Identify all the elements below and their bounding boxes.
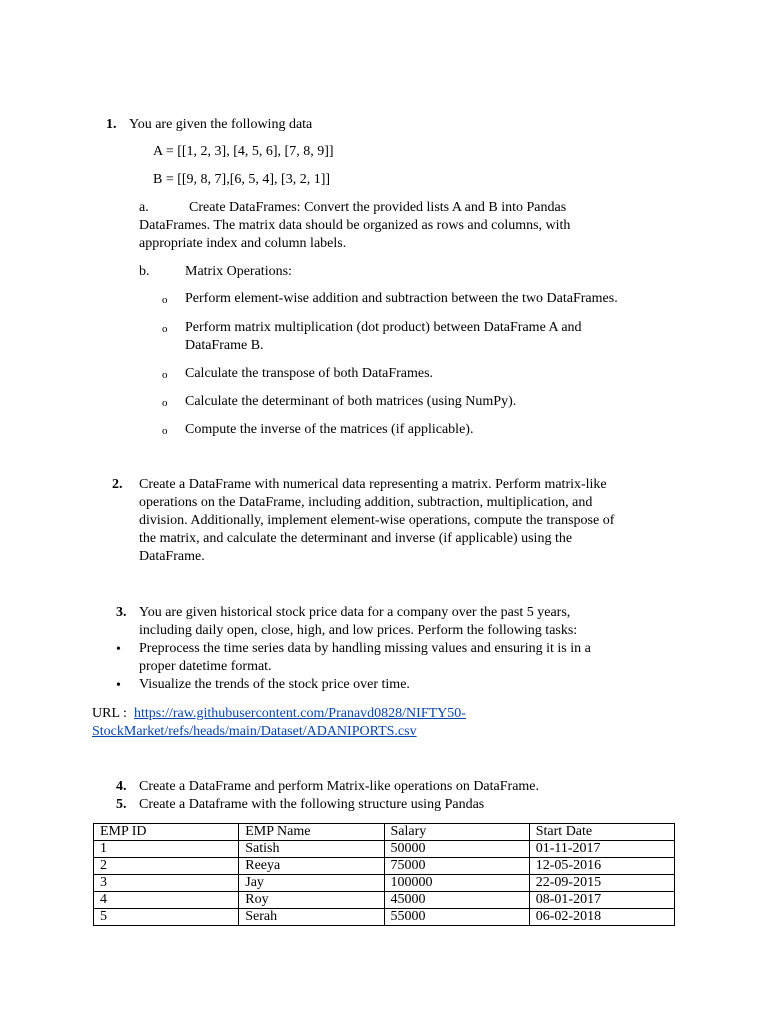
table-row [94, 858, 675, 875]
header-salary: Salary [384, 824, 529, 841]
cell-salary: 100000 [384, 875, 529, 892]
cell-salary: 55000 [384, 909, 529, 926]
part-b-label: b. [139, 264, 150, 279]
cell-salary: 50000 [384, 841, 529, 858]
part-b-title: Matrix Operations: [185, 264, 292, 279]
q3-line-2: including daily open, close, high, and low prices. Perform the following tasks: [139, 623, 578, 638]
q2-line-4: the matrix, and calculate the determinant and inverse (if applicable) using the [139, 531, 573, 546]
table-row [94, 875, 675, 892]
cell-emp-id: 2 [94, 858, 239, 875]
bullet-circle: o [162, 425, 168, 437]
bullet-dot: • [116, 642, 121, 657]
part-a-label: a. [139, 200, 149, 215]
cell-start-date: 22-09-2015 [529, 875, 674, 892]
q2-line-5: DataFrame. [139, 549, 205, 564]
cell-emp-id: 5 [94, 909, 239, 926]
employee-table [93, 823, 675, 926]
matrix-a: A = [[1, 2, 3], [4, 5, 6], [7, 8, 9]] [153, 144, 334, 159]
q3-bullet-1: Preprocess the time series data by handling missing values and ensuring it is in a [139, 641, 591, 656]
cell-emp-id: 1 [94, 841, 239, 858]
part-a-line-2: DataFrames. The matrix data should be organized as rows and columns, with [139, 218, 571, 233]
q2-line-1: Create a DataFrame with numerical data representing a matrix. Perform matrix-like [139, 477, 607, 492]
url-label: URL : [92, 706, 127, 721]
cell-emp-name: Jay [239, 875, 384, 892]
bullet-circle: o [162, 369, 168, 381]
part-b-item-5: Compute the inverse of the matrices (if applicable). [185, 422, 474, 437]
q2-number: 2. [112, 477, 123, 492]
table-row [94, 892, 675, 909]
table-row [94, 841, 675, 858]
part-b-item-1: Perform element-wise addition and subtraction between the two DataFrames. [185, 291, 618, 306]
part-a-line-3: appropriate index and column labels. [139, 236, 347, 251]
cell-emp-id: 4 [94, 892, 239, 909]
cell-emp-name: Satish [239, 841, 384, 858]
q3-line-1: You are given historical stock price data for a company over the past 5 years, [139, 605, 571, 620]
cell-emp-name: Reeya [239, 858, 384, 875]
q2-line-3: division. Additionally, implement element-wise operations, compute the transpose of [139, 513, 615, 528]
cell-emp-id: 3 [94, 875, 239, 892]
cell-salary: 75000 [384, 858, 529, 875]
part-a-line-1: Create DataFrames: Convert the provided lists A and B into Pandas [189, 200, 567, 215]
q3-bullet-2: Visualize the trends of the stock price over time. [139, 677, 410, 692]
q1-number: 1. [106, 117, 117, 132]
table-row [94, 909, 675, 926]
cell-start-date: 08-01-2017 [529, 892, 674, 909]
part-b-item-2: Perform matrix multiplication (dot product) between DataFrame A and [185, 320, 582, 335]
part-b-item-4: Calculate the determinant of both matrices (using NumPy). [185, 394, 517, 409]
q4-text: Create a DataFrame and perform Matrix-like operations on DataFrame. [139, 779, 540, 794]
header-emp-id: EMP ID [94, 824, 239, 841]
q4-number: 4. [116, 779, 127, 794]
cell-emp-name: Roy [239, 892, 384, 909]
dataset-link[interactable]: https://raw.githubusercontent.com/Pranavd0828/NIFTY50- [134, 706, 466, 721]
bullet-circle: o [162, 323, 168, 335]
header-emp-name: EMP Name [239, 824, 384, 841]
cell-start-date: 01-11-2017 [529, 841, 674, 858]
table-header-row [94, 824, 675, 841]
bullet-circle: o [162, 294, 168, 306]
q5-text: Create a Dataframe with the following structure using Pandas [139, 797, 485, 812]
q1-intro: You are given the following data [129, 117, 313, 132]
dataset-link-cont[interactable]: StockMarket/refs/heads/main/Dataset/ADANIPORTS.csv [92, 724, 417, 739]
cell-start-date: 12-05-2016 [529, 858, 674, 875]
q3-number: 3. [116, 605, 127, 620]
part-b-item-3: Calculate the transpose of both DataFrames. [185, 366, 434, 381]
matrix-b: B = [[9, 8, 7],[6, 5, 4], [3, 2, 1]] [153, 172, 331, 187]
cell-salary: 45000 [384, 892, 529, 909]
part-b-item-2-cont: DataFrame B. [185, 338, 264, 353]
q5-number: 5. [116, 797, 127, 812]
cell-emp-name: Serah [239, 909, 384, 926]
bullet-dot: • [116, 678, 121, 693]
q2-line-2: operations on the DataFrame, including addition, subtraction, multiplication, and [139, 495, 593, 510]
q3-bullet-1-cont: proper datetime format. [139, 659, 272, 674]
cell-start-date: 06-02-2018 [529, 909, 674, 926]
bullet-circle: o [162, 397, 168, 409]
header-start-date: Start Date [529, 824, 674, 841]
